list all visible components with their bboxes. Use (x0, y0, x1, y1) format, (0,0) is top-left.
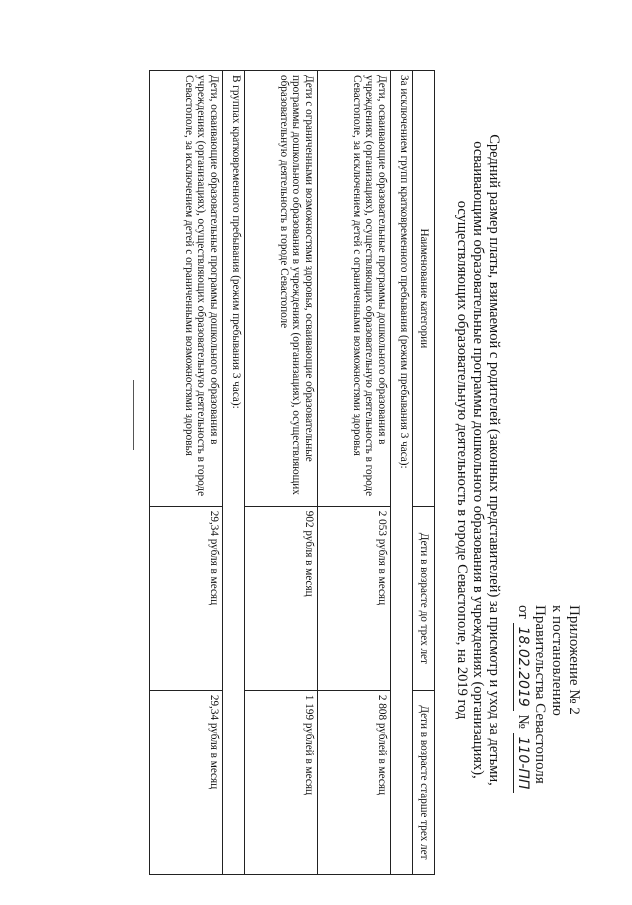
header-over-3: Дети в возрасте старше трех лет (413, 690, 435, 874)
separator-line (133, 380, 134, 450)
document-title (454, 80, 502, 840)
fee-over-3-cell: 2 808 рублей в месяц (318, 690, 391, 874)
category-cell: Дети с ограниченными возможностями здоровья, осваивающие образовательные программы дошкольного образования в учреждениях (организациях), осуществляющих образовательную деятельность в городе Севастополе (245, 71, 318, 507)
category-cell: Дети, осваивающие образовательные программы дошкольного образования в учреждениях (организациях), осуществляющих образовательную деятельность в городе Севастополе, за исключением детей с ограниченными возможностями здоровья (318, 71, 391, 507)
table-row (150, 71, 223, 875)
title-line-1: Средний размер платы, взимаемой с родителей (законных представителей) за присмотр и уход за детьми, (486, 134, 502, 786)
fee-table (149, 70, 435, 875)
handwritten-number: 110-ПП (513, 733, 531, 794)
table-header-row (413, 71, 435, 875)
table-row (318, 71, 391, 875)
annex-block (513, 605, 582, 885)
fee-under-3-cell: 29,34 рубля в месяц (150, 506, 223, 690)
section-label: За исключением групп кратковременного пребывания (режим пребывания 3 часа): (391, 71, 413, 875)
header-category: Наименование категории (413, 71, 435, 507)
fee-over-3-cell: 29,34 рубля в месяц (150, 690, 223, 874)
annex-reference: к постановлению (549, 605, 565, 716)
table-row (245, 71, 318, 875)
title-line-2: осваивающими образовательные программы дошкольного образования в учреждениях (организациях), (470, 141, 486, 779)
category-cell: Дети, осваивающие образовательные программы дошкольного образования в учреждениях (организациях), осуществляющих образовательную деятельность в городе Севастополе, за исключением детей с ограниченными возможностями здоровья (150, 71, 223, 507)
number-prefix: № (515, 714, 531, 729)
annex-authority: Правительства Севастополя (532, 605, 548, 784)
annex-date-number (513, 605, 531, 885)
fee-under-3-cell: 902 рубля в месяц (245, 506, 318, 690)
section-row (223, 71, 245, 875)
handwritten-date: 18.02.2019 (513, 623, 531, 711)
section-label: В группах кратковременного пребывания (режим пребывания 3 часа): (223, 71, 245, 875)
section-row (391, 71, 413, 875)
fee-under-3-cell: 2 053 рубля в месяц (318, 506, 391, 690)
date-prefix: от (515, 605, 531, 619)
title-line-3: осуществляющих образовательную деятельность в городе Севастополе, на 2019 год (454, 200, 470, 720)
header-under-3: Дети в возрасте до трех лет (413, 506, 435, 690)
annex-number: Приложение № 2 (566, 605, 582, 715)
fee-over-3-cell: 1 199 рублей в месяц (245, 690, 318, 874)
